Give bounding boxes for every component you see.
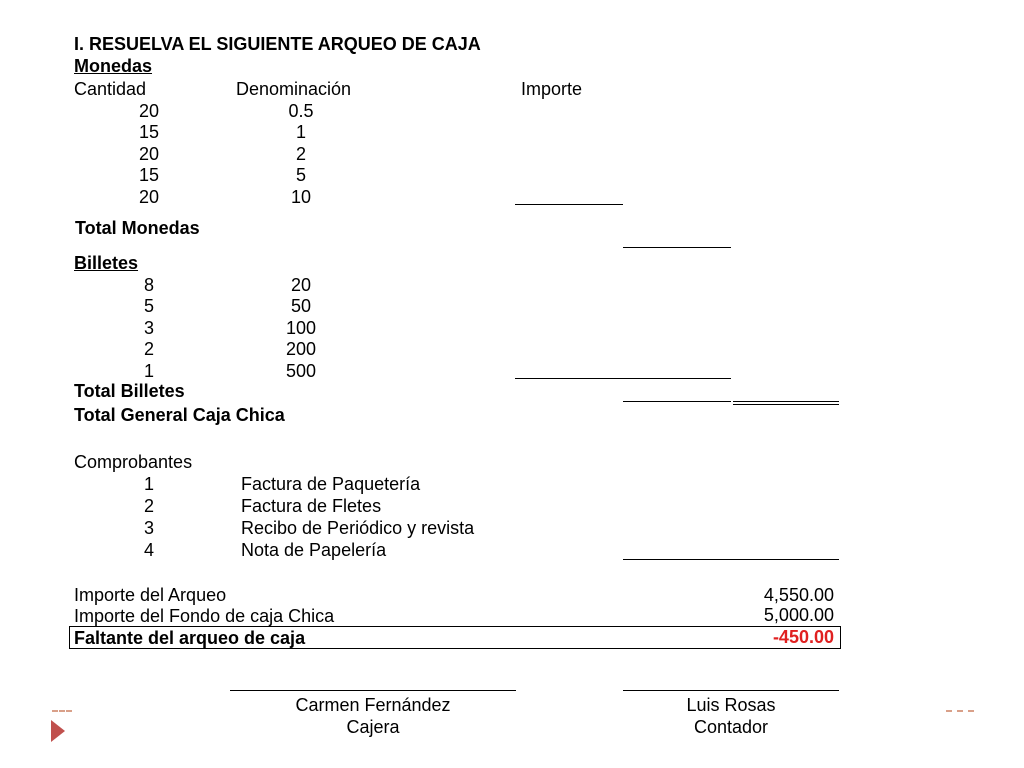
faltante-value: -450.00 [772, 627, 834, 647]
fondo-caja-label: Importe del Fondo de caja Chica [74, 606, 335, 626]
billetes-heading: Billetes [74, 253, 139, 273]
comprobante-desc: Factura de Fletes [241, 496, 382, 516]
triangle-right-icon[interactable] [51, 720, 65, 742]
billetes-denominacion: 500 [285, 361, 317, 381]
billetes-denominacion: 20 [290, 275, 312, 295]
billetes-denominacion: 100 [285, 318, 317, 338]
slide-dash-right [946, 710, 974, 712]
monedas-denominacion: 5 [295, 165, 307, 185]
importe-arqueo-label: Importe del Arqueo [74, 585, 227, 605]
monedas-heading: Monedas [74, 56, 153, 76]
billetes-cantidad: 1 [143, 361, 155, 381]
total-billetes-label: Total Billetes [74, 381, 185, 401]
monedas-cantidad: 20 [138, 187, 160, 207]
comprobante-desc: Nota de Papelería [241, 540, 387, 560]
comprobantes-total-line [623, 559, 839, 560]
importe-arqueo-value: 4,550.00 [763, 585, 834, 605]
monedas-denominacion: 2 [295, 144, 307, 164]
comprobante-num: 2 [143, 496, 155, 516]
comprobante-desc: Recibo de Periódico y revista [241, 518, 475, 538]
billetes-cantidad: 8 [143, 275, 155, 295]
billetes-denominacion: 200 [285, 339, 317, 359]
monedas-cantidad: 15 [138, 122, 160, 142]
slide-dash-left [52, 710, 72, 712]
faltante-label: Faltante del arqueo de caja [74, 628, 306, 648]
billetes-cantidad: 3 [143, 318, 155, 338]
signature-line-contador [623, 690, 839, 691]
monedas-cantidad: 20 [138, 101, 160, 121]
signature-name-cajera: Carmen Fernández [295, 695, 451, 715]
monedas-denominacion: 10 [290, 187, 312, 207]
signature-role-cajera: Cajera [346, 717, 400, 737]
col-denominacion-header: Denominación [236, 79, 352, 99]
comprobante-num: 3 [143, 518, 155, 538]
monedas-importe-line [515, 204, 623, 205]
comprobantes-heading: Comprobantes [74, 452, 193, 472]
col-importe-header: Importe [521, 79, 583, 99]
col-cantidad-header: Cantidad [74, 79, 147, 99]
total-general-line-top [733, 401, 839, 402]
comprobante-desc: Factura de Paquetería [241, 474, 421, 494]
comprobante-num: 1 [143, 474, 155, 494]
monedas-cantidad: 15 [138, 165, 160, 185]
signature-name-contador: Luis Rosas [686, 695, 776, 715]
total-monedas-line [623, 247, 731, 248]
billetes-cantidad: 5 [143, 296, 155, 316]
total-billetes-line [623, 401, 731, 402]
page-title: I. RESUELVA EL SIGUIENTE ARQUEO DE CAJA [74, 34, 481, 54]
billetes-denominacion: 50 [290, 296, 312, 316]
signature-line-cajera [230, 690, 516, 691]
billetes-cantidad: 2 [143, 339, 155, 359]
monedas-denominacion: 0.5 [288, 101, 314, 121]
monedas-cantidad: 20 [138, 144, 160, 164]
fondo-caja-value: 5,000.00 [763, 605, 834, 625]
total-general-line-bottom [733, 404, 839, 405]
total-general-label: Total General Caja Chica [74, 405, 285, 425]
signature-role-contador: Contador [693, 717, 769, 737]
total-monedas-label: Total Monedas [75, 218, 200, 238]
comprobante-num: 4 [143, 540, 155, 560]
monedas-denominacion: 1 [295, 122, 307, 142]
billetes-importe-line [515, 378, 731, 379]
